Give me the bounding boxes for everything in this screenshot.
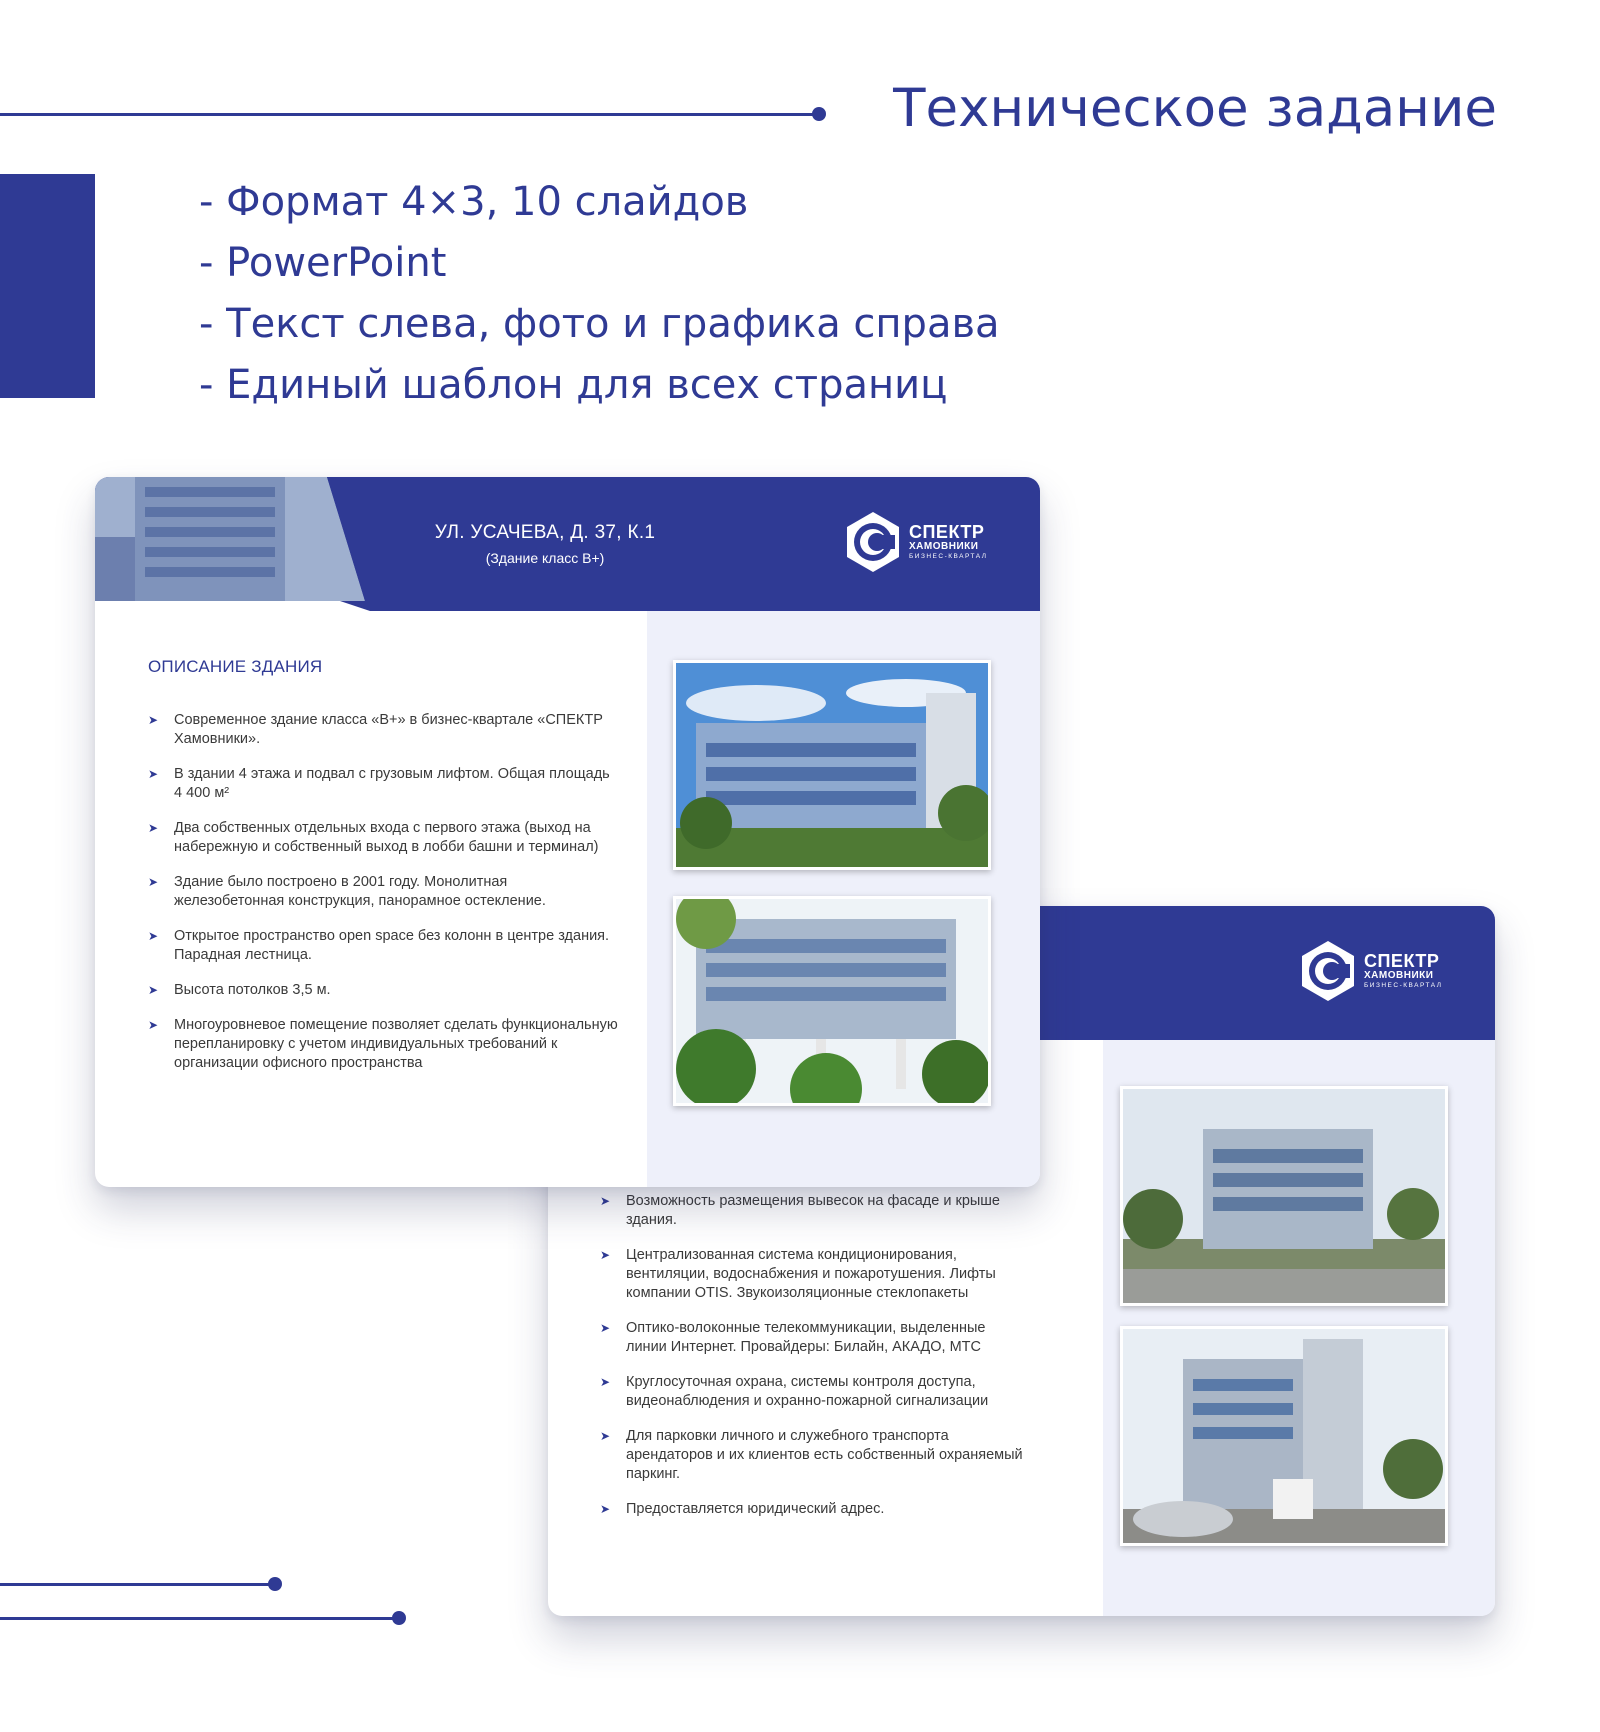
requirement-item: - Единый шаблон для всех страниц — [199, 362, 948, 408]
list-item — [600, 1500, 1030, 1519]
bullet-text: Предоставляется юридический адрес. — [626, 1501, 885, 1517]
spektr-logo-icon — [1298, 938, 1358, 1004]
list-item — [148, 981, 618, 1000]
logo-tagline: БИЗНЕС-КВАРТАЛ — [1364, 982, 1443, 990]
address-title: УЛ. УСАЧЕВА, Д. 37, К.1 — [434, 522, 656, 543]
decor-line-bottom-2 — [0, 1617, 396, 1620]
arrow-bullet-icon: ➤ — [600, 1248, 611, 1262]
list-item — [148, 1016, 618, 1073]
list-item — [148, 927, 618, 965]
logo-tagline: БИЗНЕС-КВАРТАЛ — [909, 553, 988, 561]
bullet-text: Современное здание класса «В+» в бизнес-квартале «СПЕКТР Хамовники». — [174, 712, 603, 747]
section-title: ОПИСАНИЕ ЗДАНИЯ — [148, 657, 323, 676]
list-item — [600, 1427, 1030, 1484]
building-photo — [673, 660, 991, 870]
bullet-text: Оптико-волоконные телекоммуникации, выделенные линии Интернет. Провайдеры: Билайн, АКАДО, МТС — [626, 1320, 986, 1355]
list-item — [600, 1192, 1030, 1230]
logo-name: СПЕКТР — [1364, 951, 1440, 972]
spektr-logo-icon — [843, 509, 903, 575]
list-item — [148, 873, 618, 911]
arrow-bullet-icon: ➤ — [600, 1194, 611, 1208]
decor-side-block — [0, 174, 95, 398]
logo-name: СПЕКТР — [909, 522, 985, 543]
decor-dot-bottom-1 — [268, 1577, 282, 1591]
list-item — [600, 1246, 1030, 1303]
requirement-item: - PowerPoint — [199, 240, 447, 286]
arrow-bullet-icon: ➤ — [148, 1018, 159, 1032]
decor-line-top — [0, 113, 818, 116]
arrow-bullet-icon: ➤ — [148, 767, 159, 781]
list-item — [148, 711, 618, 749]
logo-sub: ХАМОВНИКИ — [1364, 970, 1434, 982]
header-building-photo — [95, 477, 370, 601]
arrow-bullet-icon: ➤ — [600, 1429, 611, 1443]
building-photo — [673, 896, 991, 1106]
bullet-text: Централизованная система кондиционирования, вентиляции, водоснабжения и пожаротушения. Лифты компании OTIS. Звукоизоляционные стеклопакеты — [626, 1247, 996, 1301]
arrow-bullet-icon: ➤ — [148, 983, 159, 997]
arrow-bullet-icon: ➤ — [148, 821, 159, 835]
slide-preview-front — [95, 477, 1040, 1187]
bullet-text: Для парковки личного и служебного транспорта арендаторов и их клиентов есть собственный охраняемый паркинг. — [626, 1428, 1023, 1482]
bullet-text: Высота потолков 3,5 м. — [174, 982, 331, 998]
arrow-bullet-icon: ➤ — [600, 1321, 611, 1335]
bullet-text: Здание было построено в 2001 году. Монолитная железобетонная конструкция, панорамное остекление. — [174, 874, 546, 909]
bullet-text: Многоуровневое помещение позволяет сделать функциональную перепланировку с учетом индивидуальных требований к организации офисного пространства — [174, 1017, 618, 1071]
slide-bullet-list — [600, 1192, 1030, 1535]
list-item — [600, 1319, 1030, 1357]
brand-logo — [843, 509, 988, 575]
bullet-text: Возможность размещения вывесок на фасаде и крыше здания. — [626, 1193, 1000, 1228]
requirements-list — [199, 172, 1000, 416]
slide-bullet-list — [148, 711, 618, 1089]
list-item — [600, 1373, 1030, 1411]
brand-logo — [1298, 938, 1443, 1004]
logo-sub: ХАМОВНИКИ — [909, 541, 979, 553]
decor-dot-bottom-2 — [392, 1611, 406, 1625]
bullet-text: Круглосуточная охрана, системы контроля доступа, видеонаблюдения и охранно-пожарной сигнализации — [626, 1374, 989, 1409]
building-photo — [1120, 1326, 1448, 1546]
decor-line-bottom-1 — [0, 1583, 272, 1586]
page-title: Техническое задание — [893, 78, 1497, 139]
building-photo — [1120, 1086, 1448, 1306]
bullet-text: Два собственных отдельных входа с первого этажа (выход на набережную и собственный выход в лобби башни и терминал) — [174, 820, 599, 855]
slide-address — [380, 522, 710, 566]
arrow-bullet-icon: ➤ — [148, 875, 159, 889]
bullet-text: Открытое пространство open space без колонн в центре здания. Парадная лестница. — [174, 928, 610, 963]
address-subtitle: (Здание класс В+) — [485, 550, 605, 566]
arrow-bullet-icon: ➤ — [600, 1502, 611, 1516]
requirement-item: - Текст слева, фото и графика справа — [199, 301, 1000, 347]
bullet-text: В здании 4 этажа и подвал с грузовым лифтом. Общая площадь 4 400 м² — [174, 766, 610, 801]
list-item — [148, 819, 618, 857]
list-item — [148, 765, 618, 803]
arrow-bullet-icon: ➤ — [148, 713, 159, 727]
arrow-bullet-icon: ➤ — [600, 1375, 611, 1389]
decor-dot-top — [812, 107, 826, 121]
arrow-bullet-icon: ➤ — [148, 929, 159, 943]
requirement-item: - Формат 4×3, 10 слайдов — [199, 179, 749, 225]
